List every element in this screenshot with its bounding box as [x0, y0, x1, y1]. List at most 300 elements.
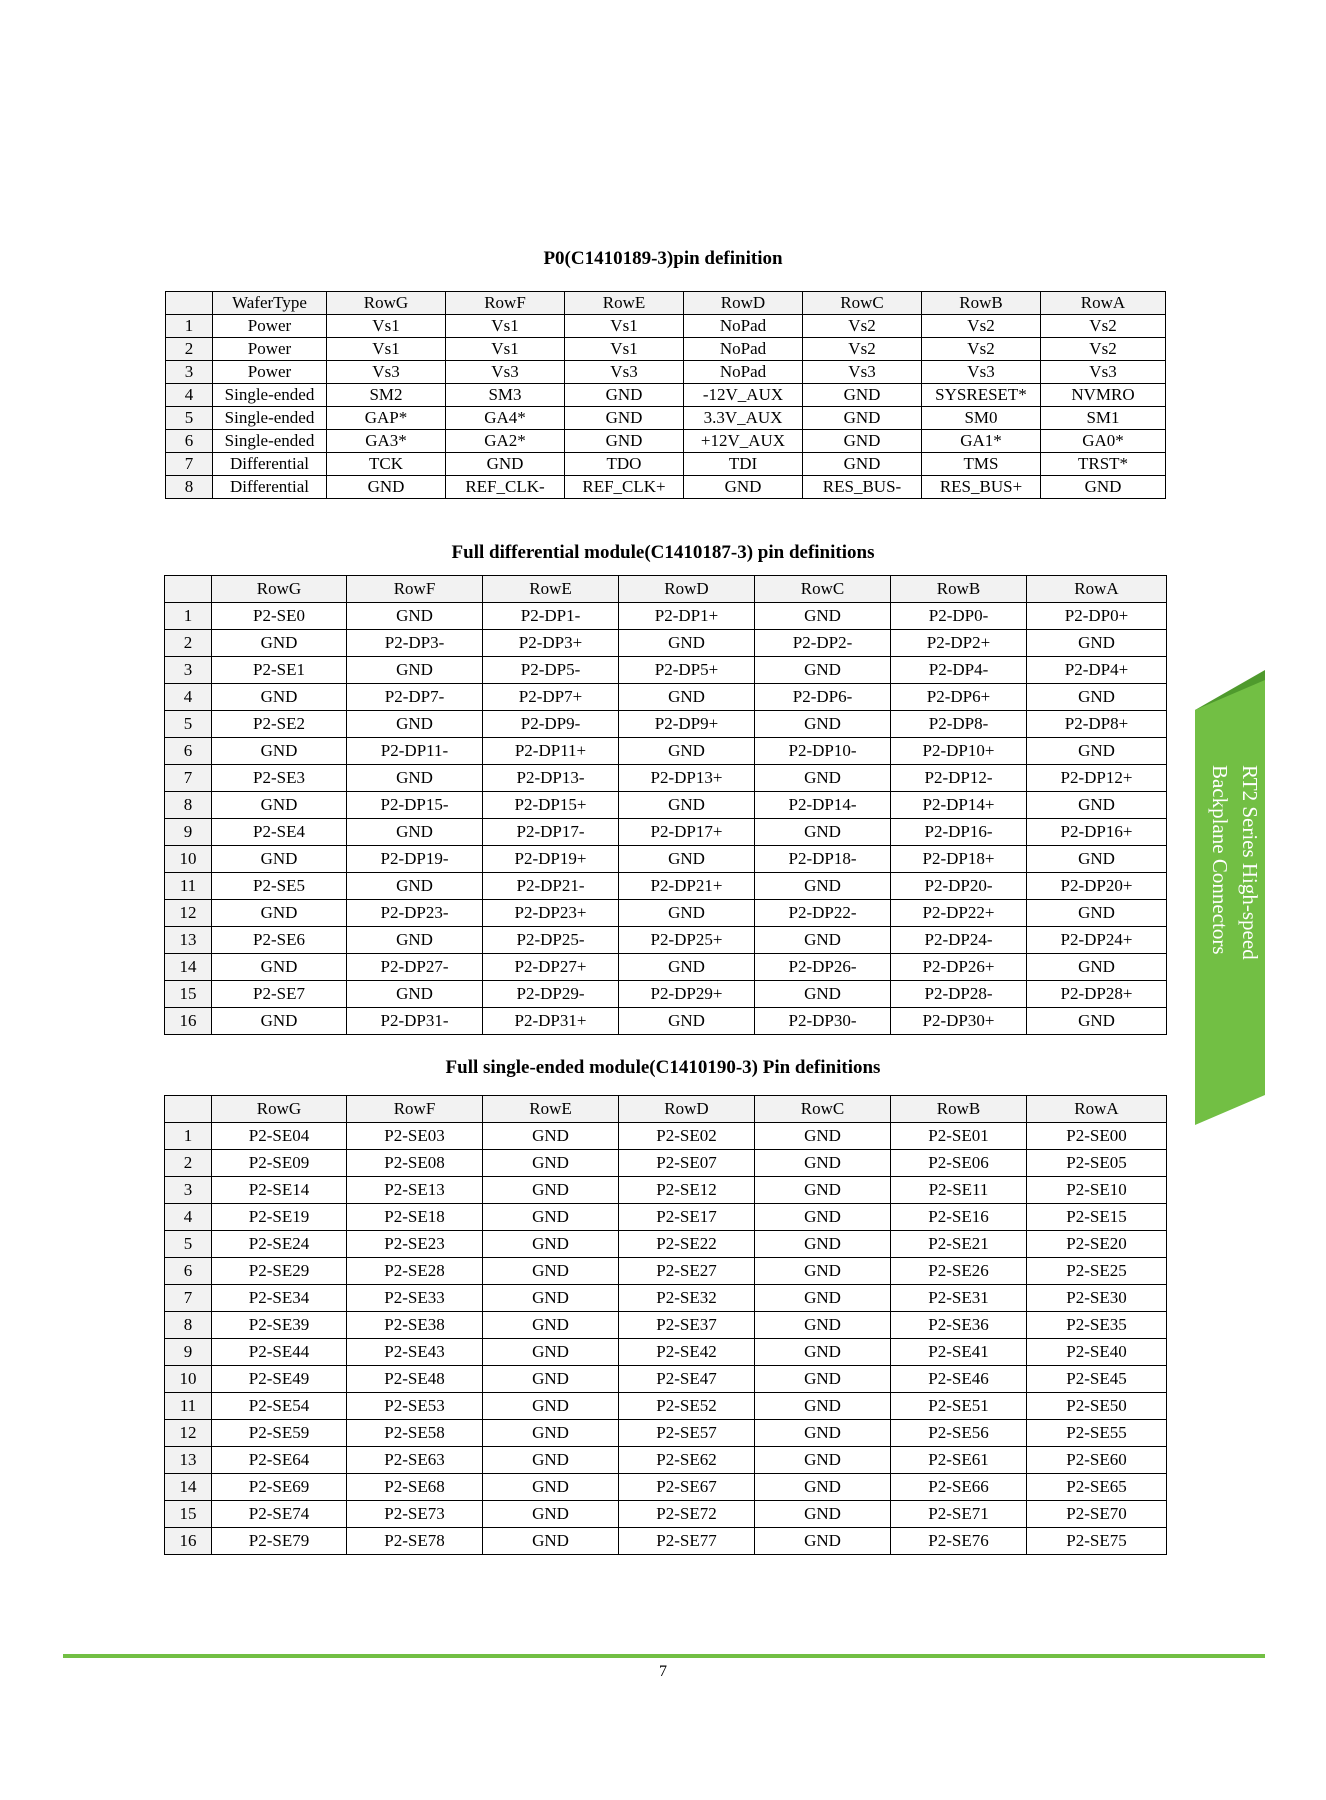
table-cell: Differential [213, 453, 327, 476]
table-cell: P2-DP11- [347, 738, 483, 765]
table-row [166, 407, 1166, 430]
table-cell: Single-ended [213, 430, 327, 453]
table-cell: GND [212, 846, 347, 873]
row-number-cell: 8 [165, 1312, 212, 1339]
table-cell: P2-DP22- [755, 900, 891, 927]
table-cell: GND [755, 981, 891, 1008]
table-cell: P2-SE1 [212, 657, 347, 684]
table-cell: GND [803, 407, 922, 430]
table-cell: GND [1041, 476, 1166, 499]
table-row [165, 1285, 1167, 1312]
table-cell: P2-DP5- [483, 657, 619, 684]
table-cell: GND [619, 684, 755, 711]
index-header-cell [165, 1096, 212, 1123]
table-cell: P2-SE53 [347, 1393, 483, 1420]
table-row [165, 1231, 1167, 1258]
table-cell: P2-SE33 [347, 1285, 483, 1312]
table-row [165, 1474, 1167, 1501]
table-cell: P2-DP27+ [483, 954, 619, 981]
table-cell: P2-SE0 [212, 603, 347, 630]
table-cell: RES_BUS- [803, 476, 922, 499]
table-cell: GND [565, 384, 684, 407]
table-cell: P2-DP11+ [483, 738, 619, 765]
row-number-cell: 1 [165, 603, 212, 630]
table-cell: P2-SE38 [347, 1312, 483, 1339]
row-number-cell: 6 [166, 430, 213, 453]
table-row [165, 1393, 1167, 1420]
table-cell: GND [483, 1204, 619, 1231]
table-cell: P2-SE12 [619, 1177, 755, 1204]
table-cell: Vs1 [565, 315, 684, 338]
row-number-cell: 2 [165, 1150, 212, 1177]
table-cell: P2-DP7- [347, 684, 483, 711]
table-cell: P2-DP28- [891, 981, 1027, 1008]
table-cell: Single-ended [213, 407, 327, 430]
row-number-cell: 1 [166, 315, 213, 338]
table-cell: P2-SE41 [891, 1339, 1027, 1366]
table-row [165, 1501, 1167, 1528]
table-cell: GND [619, 1008, 755, 1035]
table-cell: P2-DP21- [483, 873, 619, 900]
table-cell: P2-DP28+ [1027, 981, 1167, 1008]
table-cell: P2-DP1+ [619, 603, 755, 630]
table-cell: Power [213, 338, 327, 361]
table-cell: P2-DP16+ [1027, 819, 1167, 846]
table-cell: P2-SE60 [1027, 1447, 1167, 1474]
table-cell: GND [803, 384, 922, 407]
table-cell: REF_CLK- [446, 476, 565, 499]
table-row [165, 1447, 1167, 1474]
table-cell: P2-DP13+ [619, 765, 755, 792]
table-cell: P2-SE5 [212, 873, 347, 900]
table-cell: GND [212, 1008, 347, 1035]
table-cell: P2-SE02 [619, 1123, 755, 1150]
table-cell: P2-DP26+ [891, 954, 1027, 981]
table-cell: P2-SE50 [1027, 1393, 1167, 1420]
table-cell: P2-SE55 [1027, 1420, 1167, 1447]
table-cell: P2-DP22+ [891, 900, 1027, 927]
table-cell: P2-DP19+ [483, 846, 619, 873]
table-cell: GND [1027, 846, 1167, 873]
table-cell: GND [347, 657, 483, 684]
table-cell: P2-DP14+ [891, 792, 1027, 819]
index-header-cell [166, 292, 213, 315]
table-cell: TDO [565, 453, 684, 476]
table2-title: Full differential module(C1410187-3) pin definitions [451, 542, 875, 563]
table-row [165, 630, 1167, 657]
table-cell: P2-SE11 [891, 1177, 1027, 1204]
table-cell: P2-SE3 [212, 765, 347, 792]
table-row [166, 384, 1166, 407]
table-cell: P2-DP17+ [619, 819, 755, 846]
table-cell: P2-SE56 [891, 1420, 1027, 1447]
table-cell: GND [755, 1474, 891, 1501]
table-cell: P2-SE51 [891, 1393, 1027, 1420]
table-cell: P2-SE25 [1027, 1258, 1167, 1285]
table-cell: P2-DP20- [891, 873, 1027, 900]
table-cell: Vs2 [922, 315, 1041, 338]
table-cell: P2-SE23 [347, 1231, 483, 1258]
table-cell: P2-DP4- [891, 657, 1027, 684]
table-cell: P2-DP21+ [619, 873, 755, 900]
header-row [166, 292, 1166, 315]
table-cell: GND [755, 603, 891, 630]
table-cell: GND [755, 1177, 891, 1204]
table-cell: GND [1027, 738, 1167, 765]
table-cell: GND [755, 819, 891, 846]
column-header: RowE [483, 1096, 619, 1123]
table-cell: GND [347, 981, 483, 1008]
table-cell: P2-DP5+ [619, 657, 755, 684]
column-header: RowA [1027, 576, 1167, 603]
table-cell: P2-SE09 [212, 1150, 347, 1177]
table-cell: P2-DP30- [755, 1008, 891, 1035]
table-row [165, 792, 1167, 819]
table-cell: P2-SE35 [1027, 1312, 1167, 1339]
table-cell: GND [755, 1393, 891, 1420]
table-cell: P2-SE74 [212, 1501, 347, 1528]
table-cell: GND [483, 1150, 619, 1177]
table-cell: P2-SE34 [212, 1285, 347, 1312]
table-cell: GND [483, 1258, 619, 1285]
table-cell: GND [565, 407, 684, 430]
table-cell: P2-SE08 [347, 1150, 483, 1177]
table-cell: P2-DP23- [347, 900, 483, 927]
table-cell: GND [755, 765, 891, 792]
table-cell: -12V_AUX [684, 384, 803, 407]
table-cell: P2-SE70 [1027, 1501, 1167, 1528]
table-cell: GND [327, 476, 446, 499]
table-cell: P2-SE57 [619, 1420, 755, 1447]
page-number: 7 [659, 1663, 667, 1680]
table-cell: P2-SE19 [212, 1204, 347, 1231]
table-cell: Power [213, 315, 327, 338]
table-cell: P2-SE42 [619, 1339, 755, 1366]
table-cell: P2-SE39 [212, 1312, 347, 1339]
table-row [166, 453, 1166, 476]
table-cell: SM2 [327, 384, 446, 407]
full-differential-module-table [164, 575, 1167, 1035]
row-number-cell: 14 [165, 954, 212, 981]
table-cell: P2-DP0+ [1027, 603, 1167, 630]
table-row [166, 361, 1166, 384]
table-cell: P2-DP29+ [619, 981, 755, 1008]
table-cell: NoPad [684, 338, 803, 361]
row-number-cell: 1 [165, 1123, 212, 1150]
table-cell: GND [446, 453, 565, 476]
table-cell: P2-SE7 [212, 981, 347, 1008]
table-cell: Vs2 [922, 338, 1041, 361]
table-row [165, 927, 1167, 954]
table-row [165, 981, 1167, 1008]
table-cell: GND [483, 1393, 619, 1420]
header-row [165, 576, 1167, 603]
table-row [165, 684, 1167, 711]
table-cell: P2-DP17- [483, 819, 619, 846]
table-cell: P2-SE64 [212, 1447, 347, 1474]
table-cell: P2-DP7+ [483, 684, 619, 711]
row-number-cell: 13 [165, 927, 212, 954]
side-tab-line-1: RT2 Series High-speed [1238, 765, 1262, 960]
table-row [165, 657, 1167, 684]
table-cell: GND [212, 738, 347, 765]
table-cell: P2-SE27 [619, 1258, 755, 1285]
table-cell: P2-SE10 [1027, 1177, 1167, 1204]
table-cell: GND [1027, 1008, 1167, 1035]
table-cell: P2-SE24 [212, 1231, 347, 1258]
table-cell: P2-SE16 [891, 1204, 1027, 1231]
row-number-cell: 4 [165, 1204, 212, 1231]
table-cell: REF_CLK+ [565, 476, 684, 499]
table-cell: GND [755, 1501, 891, 1528]
table-row [165, 603, 1167, 630]
table-cell: GND [755, 657, 891, 684]
table-cell: GND [803, 453, 922, 476]
table-cell: P2-DP30+ [891, 1008, 1027, 1035]
table-cell: GND [347, 819, 483, 846]
table-cell: Vs1 [327, 315, 446, 338]
table-cell: P2-DP6+ [891, 684, 1027, 711]
table-cell: GND [684, 476, 803, 499]
table-cell: GND [619, 954, 755, 981]
table-cell: P2-SE43 [347, 1339, 483, 1366]
row-number-cell: 16 [165, 1008, 212, 1035]
table-cell: P2-DP31+ [483, 1008, 619, 1035]
table-cell: P2-SE00 [1027, 1123, 1167, 1150]
row-number-cell: 8 [165, 792, 212, 819]
table-row [165, 900, 1167, 927]
table-cell: Vs2 [803, 338, 922, 361]
table-cell: P2-SE17 [619, 1204, 755, 1231]
column-header: RowB [922, 292, 1041, 315]
side-tab-text [1195, 765, 1265, 1065]
table-cell: P2-SE66 [891, 1474, 1027, 1501]
table-cell: P2-DP15+ [483, 792, 619, 819]
table-row [165, 1123, 1167, 1150]
table-cell: GND [483, 1501, 619, 1528]
table-cell: P2-DP18+ [891, 846, 1027, 873]
table-cell: GND [483, 1312, 619, 1339]
table-cell: GAP* [327, 407, 446, 430]
row-number-cell: 3 [165, 657, 212, 684]
table-cell: +12V_AUX [684, 430, 803, 453]
table-cell: GND [1027, 900, 1167, 927]
table-cell: GND [212, 792, 347, 819]
table-cell: P2-SE73 [347, 1501, 483, 1528]
table-cell: P2-SE65 [1027, 1474, 1167, 1501]
row-number-cell: 3 [166, 361, 213, 384]
table-cell: GND [212, 900, 347, 927]
table-cell: GND [755, 1339, 891, 1366]
table-cell: P2-SE20 [1027, 1231, 1167, 1258]
table-row [165, 1312, 1167, 1339]
table-cell: P2-DP6- [755, 684, 891, 711]
table-cell: P2-DP3- [347, 630, 483, 657]
column-header: RowG [327, 292, 446, 315]
row-number-cell: 11 [165, 1393, 212, 1420]
row-number-cell: 5 [166, 407, 213, 430]
table-cell: GND [755, 1447, 891, 1474]
table-cell: GND [565, 430, 684, 453]
table-cell: P2-SE28 [347, 1258, 483, 1285]
table-cell: GND [755, 1123, 891, 1150]
table-cell: P2-DP2- [755, 630, 891, 657]
column-header: RowG [212, 1096, 347, 1123]
table-cell: GND [347, 873, 483, 900]
table-cell: P2-DP4+ [1027, 657, 1167, 684]
table-cell: P2-SE71 [891, 1501, 1027, 1528]
table-cell: GND [755, 711, 891, 738]
table-row [165, 873, 1167, 900]
table-cell: GND [483, 1420, 619, 1447]
table-cell: GND [619, 900, 755, 927]
table-cell: GND [212, 684, 347, 711]
table-cell: GND [1027, 792, 1167, 819]
table-cell: P2-SE22 [619, 1231, 755, 1258]
table-cell: SM1 [1041, 407, 1166, 430]
table-cell: P2-SE78 [347, 1528, 483, 1555]
table-cell: P2-SE54 [212, 1393, 347, 1420]
column-header: RowA [1027, 1096, 1167, 1123]
table-row [166, 430, 1166, 453]
p0-pin-definition-table [165, 291, 1166, 499]
table-row [165, 1420, 1167, 1447]
row-number-cell: 10 [165, 1366, 212, 1393]
table-cell: P2-SE01 [891, 1123, 1027, 1150]
column-header: RowC [755, 1096, 891, 1123]
row-number-cell: 12 [165, 900, 212, 927]
table-row [165, 1204, 1167, 1231]
table-cell: P2-DP31- [347, 1008, 483, 1035]
table-cell: P2-SE07 [619, 1150, 755, 1177]
table-cell: P2-SE46 [891, 1366, 1027, 1393]
table-cell: GA0* [1041, 430, 1166, 453]
table-cell: P2-SE63 [347, 1447, 483, 1474]
row-number-cell: 15 [165, 981, 212, 1008]
table-cell: P2-DP9- [483, 711, 619, 738]
table-cell: P2-DP18- [755, 846, 891, 873]
table-cell: P2-SE37 [619, 1312, 755, 1339]
table-cell: P2-SE69 [212, 1474, 347, 1501]
table-cell: P2-SE30 [1027, 1285, 1167, 1312]
table-cell: P2-DP26- [755, 954, 891, 981]
row-number-cell: 2 [166, 338, 213, 361]
table-cell: P2-DP27- [347, 954, 483, 981]
table-cell: GND [347, 927, 483, 954]
table-cell: SYSRESET* [922, 384, 1041, 407]
table-cell: P2-DP3+ [483, 630, 619, 657]
table-row [165, 819, 1167, 846]
table-cell: P2-DP0- [891, 603, 1027, 630]
table-row [166, 315, 1166, 338]
table-row [165, 1150, 1167, 1177]
index-header-cell [165, 576, 212, 603]
row-number-cell: 2 [165, 630, 212, 657]
table-row [165, 765, 1167, 792]
table-cell: P2-DP15- [347, 792, 483, 819]
table-cell: P2-SE14 [212, 1177, 347, 1204]
table-cell: P2-SE72 [619, 1501, 755, 1528]
table-cell: GND [619, 630, 755, 657]
table-cell: P2-DP16- [891, 819, 1027, 846]
table-cell: P2-SE44 [212, 1339, 347, 1366]
row-number-cell: 11 [165, 873, 212, 900]
table-cell: P2-SE77 [619, 1528, 755, 1555]
table-cell: P2-SE06 [891, 1150, 1027, 1177]
table-cell: TDI [684, 453, 803, 476]
table-row [166, 338, 1166, 361]
table-cell: P2-DP24+ [1027, 927, 1167, 954]
table-cell: GND [619, 792, 755, 819]
table-row [165, 711, 1167, 738]
table-cell: GND [483, 1231, 619, 1258]
table-cell: P2-SE26 [891, 1258, 1027, 1285]
table-cell: 3.3V_AUX [684, 407, 803, 430]
table-cell: P2-DP1- [483, 603, 619, 630]
table-cell: GND [347, 603, 483, 630]
table-cell: Single-ended [213, 384, 327, 407]
table-cell: GND [483, 1528, 619, 1555]
column-header: RowE [483, 576, 619, 603]
row-number-cell: 3 [165, 1177, 212, 1204]
table-cell: GA2* [446, 430, 565, 453]
table-cell: P2-DP24- [891, 927, 1027, 954]
table-cell: GND [755, 1312, 891, 1339]
table-cell: GND [483, 1447, 619, 1474]
table-cell: P2-DP25- [483, 927, 619, 954]
table-cell: SM0 [922, 407, 1041, 430]
column-header: RowF [347, 1096, 483, 1123]
table-cell: GND [755, 1204, 891, 1231]
table-cell: NVMRO [1041, 384, 1166, 407]
table-cell: Vs2 [1041, 338, 1166, 361]
table-cell: P2-SE76 [891, 1528, 1027, 1555]
table-cell: P2-DP8+ [1027, 711, 1167, 738]
column-header: RowE [565, 292, 684, 315]
table-cell: GND [755, 1420, 891, 1447]
table-cell: P2-SE05 [1027, 1150, 1167, 1177]
table-cell: P2-SE29 [212, 1258, 347, 1285]
column-header: RowD [619, 576, 755, 603]
column-header: RowD [684, 292, 803, 315]
table-cell: Vs3 [446, 361, 565, 384]
row-number-cell: 5 [165, 711, 212, 738]
table-cell: P2-DP14- [755, 792, 891, 819]
column-header: RowD [619, 1096, 755, 1123]
table-cell: GND [619, 738, 755, 765]
table-cell: P2-SE21 [891, 1231, 1027, 1258]
table-cell: P2-SE79 [212, 1528, 347, 1555]
table-cell: GND [755, 1528, 891, 1555]
row-number-cell: 4 [165, 684, 212, 711]
table-cell: GND [483, 1339, 619, 1366]
table-cell: P2-DP12- [891, 765, 1027, 792]
table-cell: SM3 [446, 384, 565, 407]
table-row [165, 1177, 1167, 1204]
table-cell: TCK [327, 453, 446, 476]
table-cell: GND [483, 1285, 619, 1312]
row-number-cell: 13 [165, 1447, 212, 1474]
table-cell: GND [1027, 954, 1167, 981]
table-cell: P2-SE75 [1027, 1528, 1167, 1555]
table-cell: P2-SE2 [212, 711, 347, 738]
table-cell: NoPad [684, 361, 803, 384]
row-number-cell: 8 [166, 476, 213, 499]
row-number-cell: 6 [165, 738, 212, 765]
table-cell: P2-DP13- [483, 765, 619, 792]
table-cell: P2-DP12+ [1027, 765, 1167, 792]
table-cell: P2-SE47 [619, 1366, 755, 1393]
